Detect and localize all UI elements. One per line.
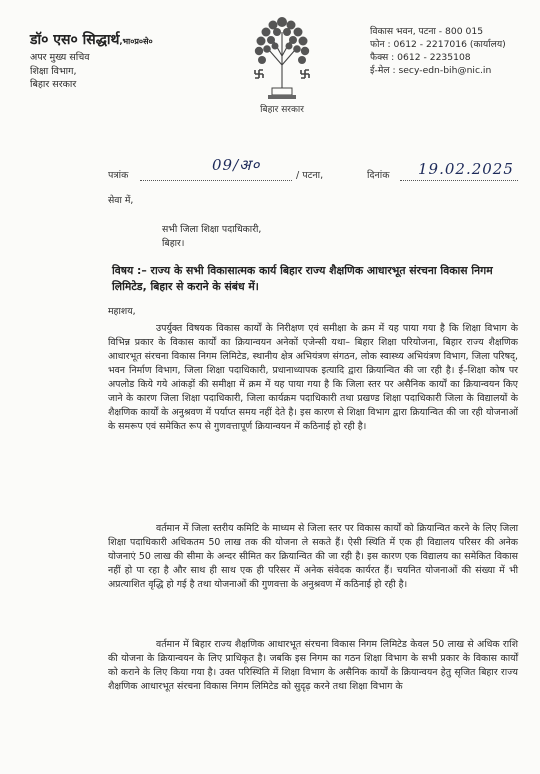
office-email: ई-मेल : secy-edn-bih@nic.in <box>370 65 492 76</box>
date-label: दिनांक <box>367 170 390 181</box>
salutation: महाशय, <box>108 306 136 317</box>
emblem-caption: बिहार सरकार <box>260 105 304 115</box>
recipient-line-1: सभी जिला शिक्षा पदाधिकारी, <box>162 224 262 235</box>
sender-name: डॉ० एस० सिद्धार्थ <box>30 32 120 48</box>
date-value: 19.02.2025 <box>418 160 514 178</box>
office-fax: फैक्स : 0612 - 2235108 <box>370 52 471 63</box>
city-label: / पटना, <box>296 170 324 181</box>
bihar-emblem-icon <box>247 10 317 102</box>
date-dotted-line <box>400 180 518 181</box>
sender-degree: ,भा०प्र०से० <box>119 37 153 46</box>
office-address: विकास भवन, पटना - 800 015 <box>370 26 484 37</box>
patrank-value: 09/अ० <box>212 156 261 174</box>
patrank-label: पत्रांक <box>108 170 129 181</box>
sender-block <box>30 31 153 92</box>
office-phone: फोन : 0612 - 2217016 (कार्यालय) <box>370 39 506 50</box>
sender-government: बिहार सरकार <box>30 79 77 90</box>
patrank-dotted-line <box>140 180 292 181</box>
sender-designation: अपर मुख्य सचिव <box>30 52 90 63</box>
seva-me: सेवा में, <box>108 195 134 206</box>
letter-subject: विषय :– राज्य के सभी विकासात्मक कार्य बिहार राज्य शैक्षणिक आधारभूत संरचना विकास निगम लिमिटेड, बिहार से कराने के संबंध में। <box>112 264 493 293</box>
paragraph-3: वर्तमान में बिहार राज्य शैक्षणिक आधारभूत संरचना विकास निगम लिमिटेड केवल 50 लाख से अधिक राशि की योजना के क्रियान्वयन के लिए प्राधिकृत है। जबकि इस निगम का गठन शिक्षा विभाग के सभी प्रकार के विकास कार्यों को कराने के लिए किया गया है। उक्त परिस्थिति में शिक्षा विभाग के असैनिक कार्यों के क्रियान्वयन हेतु सृजित बिहार राज्य शैक्षणिक आधारभूत संरचना विकास निगम लिमिटेड को सुदृढ़ करने तथा शिक्षा विभाग के <box>108 639 518 692</box>
recipient-line-2: बिहार। <box>162 238 185 249</box>
contact-block <box>370 25 506 77</box>
sender-department: शिक्षा विभाग, <box>30 65 77 77</box>
paragraph-1: उपर्युक्त विषयक विकास कार्यों के निरीक्षण एवं समीक्षा के क्रम में यह पाया गया है कि शिक्षा विभाग के विभिन्न प्रकार के विकास कार्यों का क्रियान्वयन अनेकों एजेन्सी यथा– बिहार शिक्षा परियोजना, बिहार राज्य शैक्षणिक आधारभूत संरचना विकास निगम लिमिटेड, स्थानीय क्षेत्र अभियंत्रण संगठन, लोक स्वास्थ्य अभियंत्रण विभाग, जिला परिषद्, भवन निर्माण विभाग, जिला शिक्षा पदाधिकारी, प्रधानाध्यापक इत्यादि द्वारा क्रियान्वित की जा रही है। ई–शिक्षा कोष पर अपलोड किये गये आंकड़ों की समीक्षा में क्रम में यह पाया गया है कि जिला स्तर पर असैनिक कार्यों का क्रियान्वयन किए जाने के कारण जिला शिक्षा पदाधिकारी, जिला कार्यक्रम पदाधिकारी तथा प्रखण्ड शिक्षा पदाधिकारी जिला के विद्यालयों के शैक्षणिक कार्यों के अनुश्रवण में पर्याप्त समय नहीं देते है। इस कारण से शिक्षा विभाग द्वारा क्रियान्वित की जा रही योजनाओं के समरूप एवं समेकित रूप से गुणवत्तापूर्ण क्रियान्वयन में कठिनाई हो रही है। <box>108 323 518 432</box>
paragraph-2: वर्तमान में जिला स्तरीय कमिटि के माध्यम से जिला स्तर पर विकास कार्यों को क्रियान्वित करने के लिए जिला शिक्षा पदाधिकारी अधिकतम 50 लाख तक की योजना ले सकते हैं। ऐसी स्थिति में एक ही विद्यालय परिसर की अनेक योजनाएं 50 लाख की सीमा के अन्दर सीमित कर क्रियान्वित की जा रही है। इस कारण एक विद्यालय का समेकित विकास नहीं हो पा रहा है और साथ ही साथ एक ही परिसर में अनेक संवेदक कार्यरत हैं। चयनित योजनाओं की संख्या में भी अप्रत्याशित वृद्धि हो गई है तथा योजनाओं की गुणवत्ता के अनुश्रवण में कठिनाई हो रही है। <box>108 523 518 590</box>
